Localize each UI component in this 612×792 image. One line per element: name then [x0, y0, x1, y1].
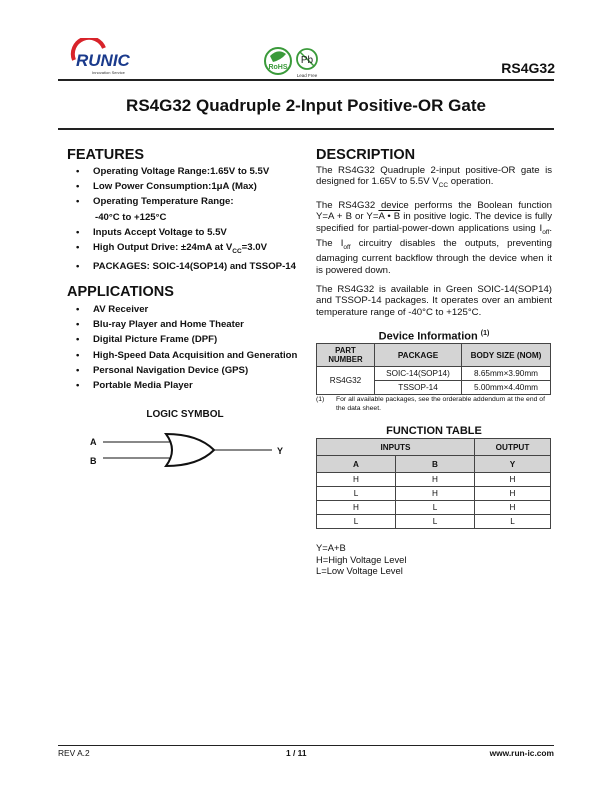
column-header: INPUTS [317, 439, 475, 456]
header-divider [58, 79, 554, 81]
table-cell: RS4G32 [317, 367, 375, 395]
logo-tagline: Innovation Service [92, 70, 125, 75]
table-cell: L [396, 501, 475, 515]
description-paragraph-1: The RS4G32 Quadruple 2-input positive-OR gate is designed for 1.65V to 5.5V $V_{CC}$ operation. [316, 165, 552, 190]
description-heading: DESCRIPTION [316, 147, 416, 163]
applications-heading: APPLICATIONS [67, 284, 174, 300]
logic-symbol-heading: LOGIC SYMBOL [146, 409, 224, 420]
features-heading: FEATURES [67, 147, 145, 163]
input-a-label: A [90, 437, 97, 447]
input-b-label: B [90, 456, 97, 466]
page-title: RS4G32 Quadruple 2-Input Positive-OR Gate [126, 96, 486, 115]
table-row [317, 473, 551, 487]
device-info-heading: Device Information $^{(1)}$ [378, 330, 490, 343]
list-item: • Operating Voltage Range:1.65V to 5.5V [67, 164, 296, 179]
list-item: • PACKAGES: SOIC-14(SOP14) and TSSOP-14 [67, 259, 296, 274]
or-gate-symbol [166, 434, 214, 466]
footer-revision: REV A.2 [58, 748, 90, 758]
table-cell: H [396, 473, 475, 487]
table-cell: H [475, 473, 551, 487]
list-item: • Digital Picture Frame (DPF) [67, 332, 297, 347]
table-row [317, 515, 551, 529]
rohs-leadfree-badge [263, 44, 323, 78]
title-divider [58, 128, 554, 130]
table-cell: H [317, 473, 396, 487]
list-item: • Personal Navigation Device (GPS) [67, 363, 297, 378]
boolean-expression: A • B [378, 211, 401, 223]
logo-wordmark: RUNIC [76, 51, 130, 70]
legend-line: Y=A+B [316, 542, 346, 553]
or-gate-diagram [86, 428, 296, 472]
description-paragraph-3: The RS4G32 is available in Green SOIC-14(SOP14) and TSSOP-14 packages. It operates over an ambient temperature range of -40°C to +125°C. [316, 284, 552, 318]
table-cell: H [475, 501, 551, 515]
column-header: B [396, 456, 475, 473]
table-cell: L [475, 515, 551, 529]
column-header: PART NUMBER [317, 344, 375, 367]
column-header: A [317, 456, 396, 473]
list-item: -40°C to +125°C [95, 211, 167, 223]
table-row [317, 501, 551, 515]
table-cell: L [396, 515, 475, 529]
list-item: • Inputs Accept Voltage to 5.5V [67, 225, 296, 240]
pb-text: Pb [300, 55, 314, 66]
function-table-heading: FUNCTION TABLE [386, 425, 482, 437]
table-cell: 5.00mm×4.40mm [462, 381, 551, 395]
table-cell: SOIC-14(SOP14) [375, 367, 462, 381]
column-header: PACKAGE [375, 344, 462, 367]
list-item: • Portable Media Player [67, 378, 297, 393]
list-item: • Blu-ray Player and Home Theater [67, 317, 297, 332]
table-cell: H [396, 487, 475, 501]
table-cell: H [317, 501, 396, 515]
footer-website-link[interactable]: www.run-ic.com [489, 748, 554, 758]
header-part-number: RS4G32 [501, 60, 555, 76]
table-cell: L [317, 487, 396, 501]
table-cell: L [317, 515, 396, 529]
function-legend [316, 542, 406, 577]
list-item: • High Output Drive: ±24mA at $V_{CC}=3.0V$ [67, 240, 296, 259]
output-y-label: Y [277, 446, 284, 456]
runic-logo [70, 38, 140, 78]
list-item: • Operating Temperature Range: [67, 194, 296, 209]
footer-divider [58, 745, 554, 746]
lead-free-text: Lead Free [296, 73, 318, 78]
column-header: OUTPUT [475, 439, 551, 456]
legend-line: L=Low Voltage Level [316, 565, 403, 576]
column-header: BODY SIZE (NOM) [462, 344, 551, 367]
device-info-footnote: (1) For all available packages, see the orderable addendum at the end of the data sheet. [316, 396, 545, 412]
rohs-text: RoHS [268, 64, 288, 71]
list-item: • High-Speed Data Acquisition and Generation [67, 348, 297, 363]
legend-line: H=High Voltage Level [316, 553, 407, 565]
device-info-table [316, 343, 551, 395]
description-paragraph-2: The RS4G32 device performs the Boolean function Y=A + B or Y=A • B in positive logic. The device is fully specified for partial-power-down applications using $I_{off}$. The $I_{off}$ circuitry disables the outputs, preventing damaging current backflow through the device when it is powered down. [316, 200, 552, 276]
function-table [316, 438, 551, 529]
features-list [67, 164, 296, 274]
table-row [317, 487, 551, 501]
footer-page-number: 1 / 11 [286, 748, 307, 758]
table-cell: H [475, 487, 551, 501]
list-item: • Low Power Consumption:1μA (Max) [67, 179, 296, 194]
table-cell: TSSOP-14 [375, 381, 462, 395]
list-item: • AV Receiver [67, 302, 297, 317]
applications-list [67, 302, 297, 393]
column-header: Y [475, 456, 551, 473]
table-cell: 8.65mm×3.90mm [462, 367, 551, 381]
